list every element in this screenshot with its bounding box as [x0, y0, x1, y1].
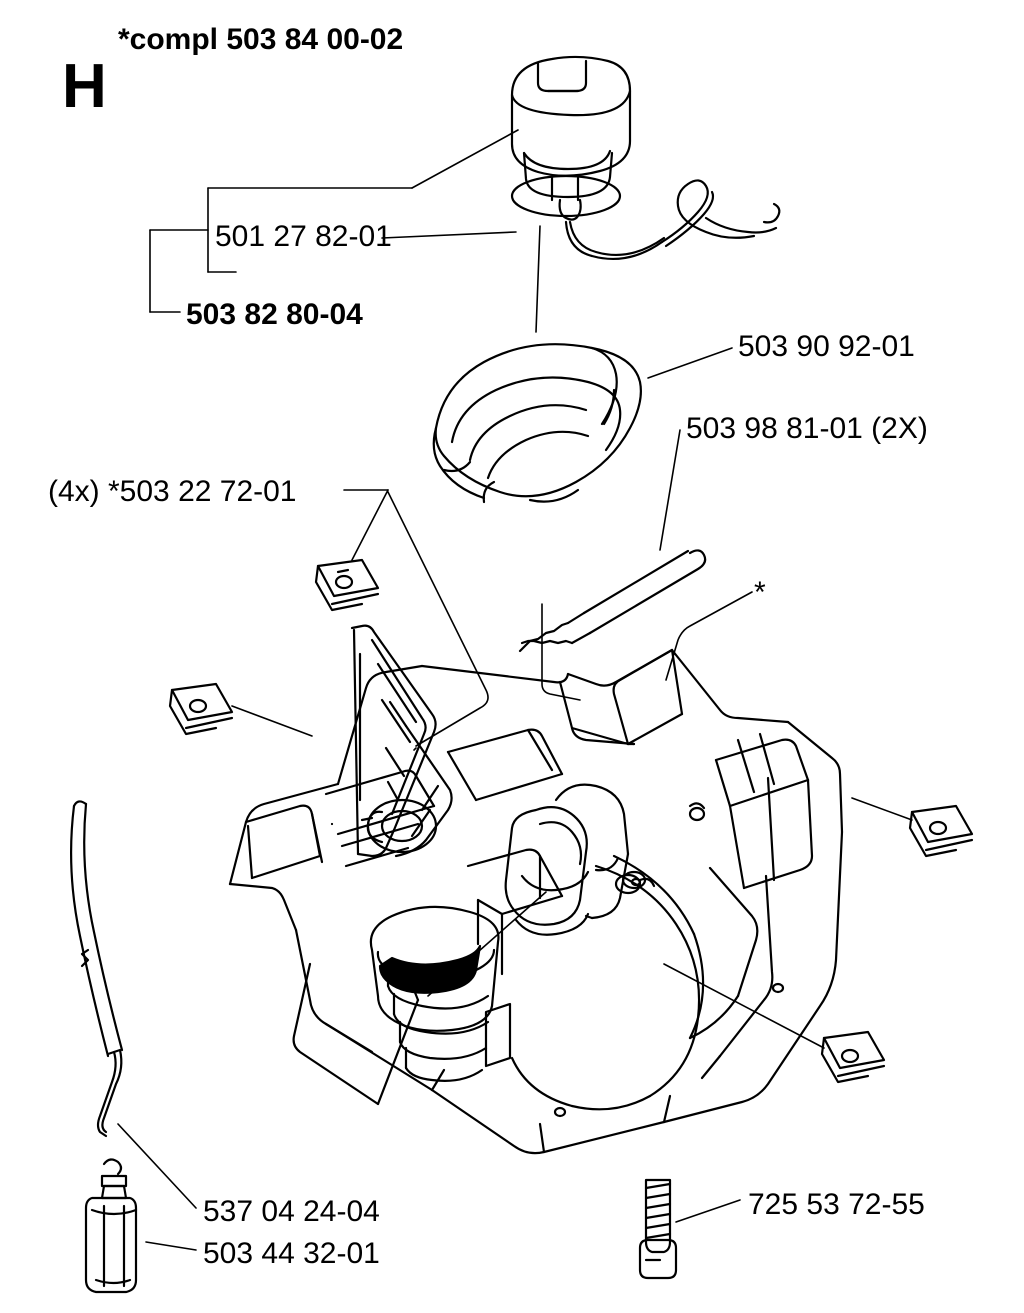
long-screw-part — [520, 550, 705, 651]
part-label-503-82-80-04: 503 82 80-04 — [186, 298, 363, 331]
fuel-tank-cap-part — [512, 57, 630, 220]
part-label-725-53-72-55: 725 53 72-55 — [748, 1188, 925, 1221]
asterisk-marker: * — [754, 576, 766, 609]
part-label-501-27-82-01: 501 27 82-01 — [215, 220, 392, 253]
part-label-537-04-24-04: 537 04 24-04 — [203, 1195, 380, 1228]
handle-shell-part — [434, 344, 641, 502]
bottom-screw-part — [640, 1180, 676, 1278]
fuel-filter-part — [86, 1159, 136, 1292]
fuel-hose-part — [71, 801, 122, 1136]
nut-clip-mid-left — [170, 684, 232, 734]
header-note: *compl 503 84 00-02 — [118, 23, 404, 56]
nut-clip-top-left — [316, 560, 378, 610]
part-label-503-90-92-01: 503 90 92-01 — [738, 330, 915, 363]
section-letter: H — [62, 52, 106, 121]
nut-clip-right-upper — [910, 806, 972, 856]
part-label-503-22-72-01: (4x) *503 22 72-01 — [48, 475, 297, 508]
part-label-503-44-32-01: 503 44 32-01 — [203, 1237, 380, 1270]
part-label-503-98-81-01: 503 98 81-01 (2X) — [686, 412, 928, 445]
crankcase-tank-body-part — [230, 626, 842, 1154]
nut-clip-right-lower — [822, 1032, 884, 1082]
